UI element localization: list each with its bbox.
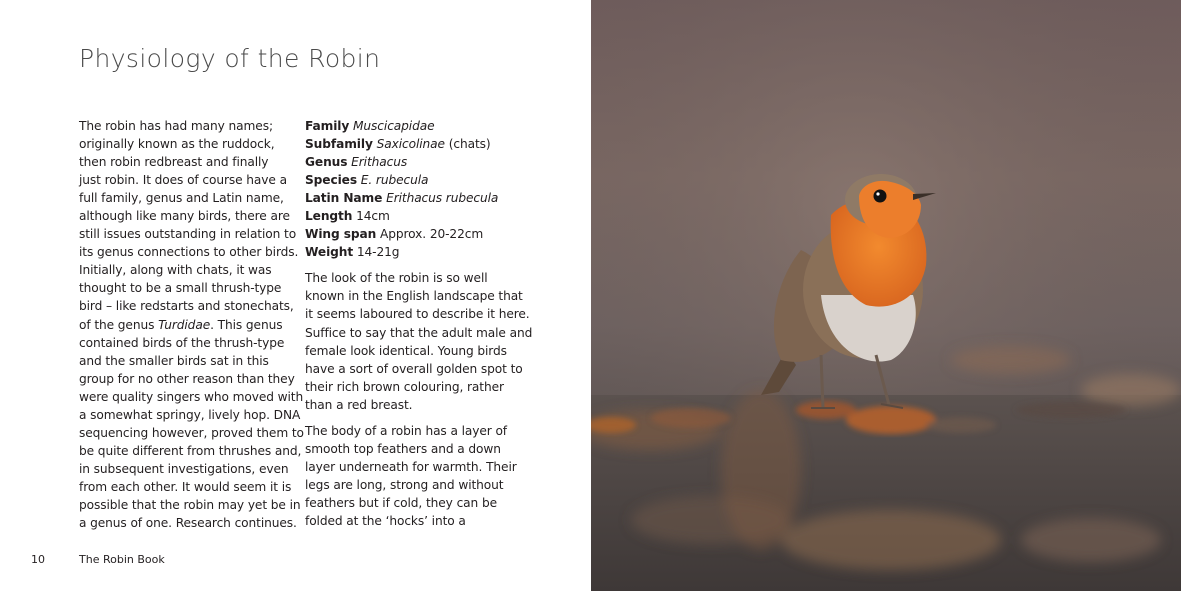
text-line: then robin redbreast and finally [79,155,269,170]
intro-column [79,117,304,532]
text-line: bird – like redstarts and stonechats, [79,299,294,314]
genus-turdidae: Turdidae [158,317,211,332]
text-line: sequencing however, proved them to [79,425,304,440]
text-line: it seems laboured to describe it here. [305,307,530,322]
text-line: were quality singers who moved with [79,389,304,404]
fact-value: E. rubecula [360,173,429,188]
text-line: Suffice to say that the adult male and [305,325,533,340]
text-line: still issues outstanding in relation to [79,227,297,242]
text-line: and the smaller birds sat in this [79,353,269,368]
fact-species [305,171,520,189]
fact-value: 14-21g [356,245,400,260]
body-paragraph [305,422,520,530]
fact-label: Length [305,209,353,224]
fact-genus [305,153,520,171]
text-line: contained birds of the thrush-type [79,335,285,350]
fact-family [305,117,520,135]
page-number: 10 [31,553,45,566]
text-line: The body of a robin has a layer of [305,423,507,438]
fact-label: Wing span [305,227,377,242]
text-line: originally known as the ruddock, [79,137,275,152]
text-line: its genus connections to other birds. [79,245,299,260]
fact-length [305,207,520,225]
fact-weight [305,243,520,261]
page-title: Physiology of the Robin [79,44,381,73]
text-line: their rich brown colouring, rather [305,379,504,394]
text-line: legs are long, strong and without [305,477,504,492]
text-line: group for no other reason than they [79,371,295,386]
text-line: a genus of one. Research continues. [79,516,297,531]
text-line: The robin has had many names; [79,119,273,133]
fact-label: Latin Name [305,191,383,206]
fact-value: Muscicapidae [353,119,435,133]
text-line: feathers but if cold, they can be [305,495,497,510]
robin-eye [874,190,887,203]
fact-label: Species [305,173,357,188]
fact-wing-span [305,225,520,243]
fact-label: Genus [305,155,348,170]
text-line: known in the English landscape that [305,289,523,304]
text-run: of the genus [79,317,159,332]
text-line: female look identical. Young birds [305,343,507,358]
text-run: . This genus [210,317,283,332]
fact-value: Saxicolinae [376,137,445,152]
text-line: layer underneath for warmth. Their [305,459,517,474]
robin-illustration [591,0,1181,591]
facts-column [305,117,533,530]
text-line: possible that the robin may yet be in [79,497,301,512]
text-line: have a sort of overall golden spot to [305,361,523,376]
fact-subfamily [305,135,520,153]
running-footer: The Robin Book [79,553,165,566]
robin-photo [591,0,1181,591]
text-line: thought to be a small thrush-type [79,281,282,296]
text-line: although like many birds, there are [79,209,290,224]
text-line: just robin. It does of course have a [79,173,287,188]
text-line: from each other. It would seem it is [79,479,292,494]
fact-label: Weight [305,245,354,260]
text-line: in subsequent investigations, even [79,461,289,476]
text-line: smooth top feathers and a down [305,441,501,456]
text-line-genus [79,316,291,334]
text-line: Initially, along with chats, it was [79,263,272,278]
text-line: than a red breast. [305,397,413,412]
text-line: The look of the robin is so well [305,271,488,286]
fact-latin-name [305,189,520,207]
fact-suffix: (chats) [444,137,491,152]
text-line: folded at the ‘hocks’ into a [305,513,466,528]
appearance-paragraph [305,269,533,413]
fact-label: Subfamily [305,137,373,152]
fact-label: Family [305,119,350,133]
text-line: be quite different from thrushes and, [79,443,302,458]
fact-value: 14cm [356,209,390,224]
fact-value: Erithacus [351,155,408,170]
text-line: a somewhat springy, lively hop. DNA [79,407,301,422]
text-line: full family, genus and Latin name, [79,191,284,206]
fact-value: Approx. 20-22cm [380,227,484,242]
fact-value: Erithacus rubecula [386,191,499,206]
